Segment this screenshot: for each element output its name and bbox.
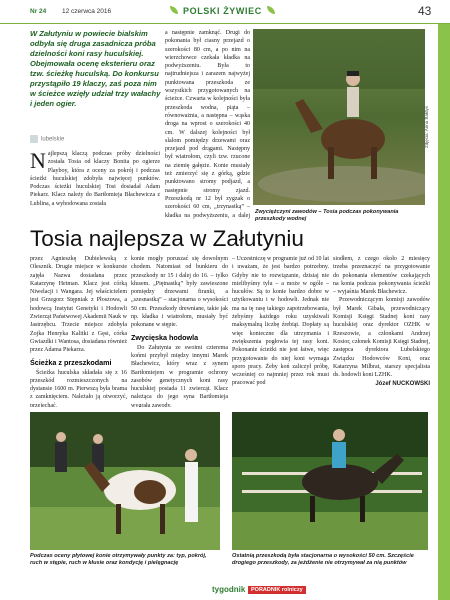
region-icon bbox=[30, 135, 38, 143]
article-text: przez Agnieszkę Dubielewską z Olesznik. Drugie miejsce w konkursie zajęła Nazwa dosiadana przez Katarzynę Hetman. Klacz jest córką Niwelacji i Wangara. Jej właścicielem jest Grzegorz Stępniak z Płoszowa, a hodowcą Instytut Genetyki i Hodowli Zwierząt Państwowej Akademii Nauk w Jastrzębcu. Trzecie miejsce zdobyła Zojka Henryka Kalitki z Gęsi, córka Gwiazdki i Wantosa, dosiadana również przez Adama Piekarza. bbox=[30, 256, 127, 354]
article-text: – Uczestniczę w programie już od 10 lat i uważam, że jest bardzo potrzebny. Gdyby nie to rozwiązanie, dzisiaj nie mielibyśmy tylu – a może w ogóle – hucułów. Są to konie bardzo dobre w użytkowaniu i w hodowli. Jednak nie ma na tę rasę takiego zapotrzebowania, żebyśmy każdego roku uzyskiwali maksymalną liczbę źrebiąt. Dopłaty są więc konieczne dla utrzymania i zwiększenia pogłowia tej rasy koni. Pokonanie ścieżki nie jest łatwe, więc przygotowanie do niej koni wymaga sporo pracy. Żeby koń zaliczył próbę, wcześniej co najmniej przez rok musi pracować pod bbox=[232, 256, 329, 387]
subheading: Zwycięska hodowla bbox=[131, 332, 199, 342]
lead-paragraph: W Załutyniu w powiecie bialskim odbyła się druga zasadnicza próba dzielności koni rasy huculskiej. Obejmowała ocenę eksterieru oraz tzw. ścieżkę huculską. Do konkursu przystąpiło 19 klaczy, zaś poza nim w ścieżce wzięły udział trzy wałachy i jeden ogier. bbox=[30, 29, 161, 108]
footer-brand-logo: PORADNIK rolniczy bbox=[248, 586, 306, 594]
photo-caption: Ostatnią przeszkodą była stacjonarna o wysokości 50 cm. Szczęście drogiego przeszkody, za jeżdżenie nie otrzymywał za nią punktów bbox=[232, 553, 414, 566]
article-column-3 bbox=[30, 255, 127, 407]
article-column-6 bbox=[333, 255, 430, 407]
page-footer bbox=[0, 583, 450, 600]
article-text: Do Załutynia ze swoimi czterema końmi przybył między innymi Marek Błachewicz, który wraz z synem Bartłomiejem w programie ochrony zasobów genetycznych koni rasy huculskiej posiada 11 zwierząt. Klacz należąca do jego syna Bartłomieja wygrała zawody. bbox=[131, 344, 228, 407]
article-text: siodłem, z czego około 2 miesięcy trzeba przeznaczyć na przygotowanie do pokonania elementów czekających na konia podczas pokonywania ścieżki – wyjaśnia Marek Błachewicz. bbox=[333, 256, 430, 296]
leaf-icon bbox=[170, 6, 178, 14]
horse-jump-photo bbox=[232, 412, 428, 550]
footer-brand: tygodnik bbox=[212, 585, 246, 594]
region-tag bbox=[30, 135, 64, 143]
drop-cap: N bbox=[30, 150, 46, 173]
article-column-5 bbox=[232, 255, 329, 407]
article-author: Józef NUCKOWSKI bbox=[375, 381, 430, 388]
photo-water-obstacle bbox=[253, 29, 425, 205]
photo-jump-obstacle bbox=[232, 412, 428, 550]
article-text: ajlepszą klaczą podczas próby dzielności została Tosia od klaczy Bonita po ogierze Playboy, która z oceny za pokrój i podczas ścieżki huculskiej zdobyła najwięcej punktów. Podczas ścieżki huculskiej Tosi dosiadał Adam Piekarz. Klacz należy do Bartłomieja Błachewicza z Lublina, a wyhodowana została bbox=[30, 151, 160, 207]
article-column-4 bbox=[131, 255, 228, 407]
article-column-1 bbox=[30, 150, 160, 220]
article-text: Przewodniczącym komisji zawodów był Marek Gibała, przewodniczący Komisji Księgi Stadnej koni rasy huculskiej oraz dyrektor OZHK w Rzeszowie, a członkami Andrzej Kosior, członek Komisji Księgi Stadnej, zastępca dyrektora Lubelskiego Związku Hodowców Koni, oraz Katarzyna Milbrat, starszy specjalista ds. hodowli koni LZHK. bbox=[333, 297, 430, 379]
region-label: lubelskie bbox=[41, 136, 65, 143]
article-headline: Tosia najlepsza w Załutyniu bbox=[30, 226, 304, 251]
photo-credit: Zdjęcia: Anna Bałdys bbox=[424, 105, 429, 148]
article-text: konie mogły poruszać się dowolnym chodem. Natomiast od bunkieru do przeszkody nr 15 i dalej do 16. – tylko kłusem. „Piętnastką” były zawieszone pomiędzy drzewami firanki, a „szesnastką” – stacjonarna o wysokości 50 cm. Przeszkody drewniane, takie jak np. kładka i wiatrołom, musiały być pokonane w stępie. bbox=[131, 256, 228, 329]
page-header bbox=[0, 0, 450, 24]
photo-caption: Podczas oceny płytowej konie otrzymywały punkty za: typ, pokrój, ruch w stępie, ruch w kłusie oraz kondycję i pielęgnację bbox=[30, 553, 207, 566]
article-column-2 bbox=[165, 29, 250, 221]
green-side-strip bbox=[438, 24, 450, 600]
issue-date: 12 czerwca 2016 bbox=[62, 8, 112, 15]
page-number: 43 bbox=[418, 4, 432, 18]
photo-horse-evaluation bbox=[30, 412, 220, 550]
horse-water-photo bbox=[253, 29, 425, 205]
leaf-icon bbox=[267, 6, 275, 14]
article-text: a następnie zamknąć. Drugi do pokonania był ciasny przejazd o szerokości 80 cm, a po nim na wierzchowce czekała kładka na podwyższeniu. Była to najtrudniejsza i zarazem najwyżej punktowana przeszkoda ze wszystkich przygotowanych na ścieżce. Czwarta w kolejności była przeszkoda wodna, piąta – równoważnia, a następna – wąska droga na wprost o szerokości 40 cm. W dalszej kolejności był slalom pomiędzy drzewami oraz przejazd pod drągami. Następny był wiatrołom, czyli tzw. rzucone na ziemię gałęzie. Konie musiały też zmierzyć się z górką, gdzie punktowano stromy podjazd, a następnie stromy zjazd. Przeszkodą nr 12 był zygzak o szerokości 60 cm, „trzynastką” – kładka na podwyższeniu, a dalej bbox=[165, 30, 250, 219]
horse-evaluation-photo bbox=[30, 412, 220, 550]
photo-caption: Zwyciężczyni zawodów – Tosia podczas pokonywania przeszkody wodnej bbox=[255, 209, 399, 222]
section-title: POLSKI ŻYWIEC bbox=[183, 6, 262, 16]
article-text: Ścieżka huculska składała się z 16 przeszkód rozmieszczonych na dystansie 1600 m. Pierwszą była brama z zamknięciem. Należało ją otworzyć, przejechać, bbox=[30, 369, 127, 407]
issue-number: Nr 24 bbox=[30, 8, 47, 15]
subheading: Ścieżka z przeszkodami bbox=[30, 357, 112, 367]
